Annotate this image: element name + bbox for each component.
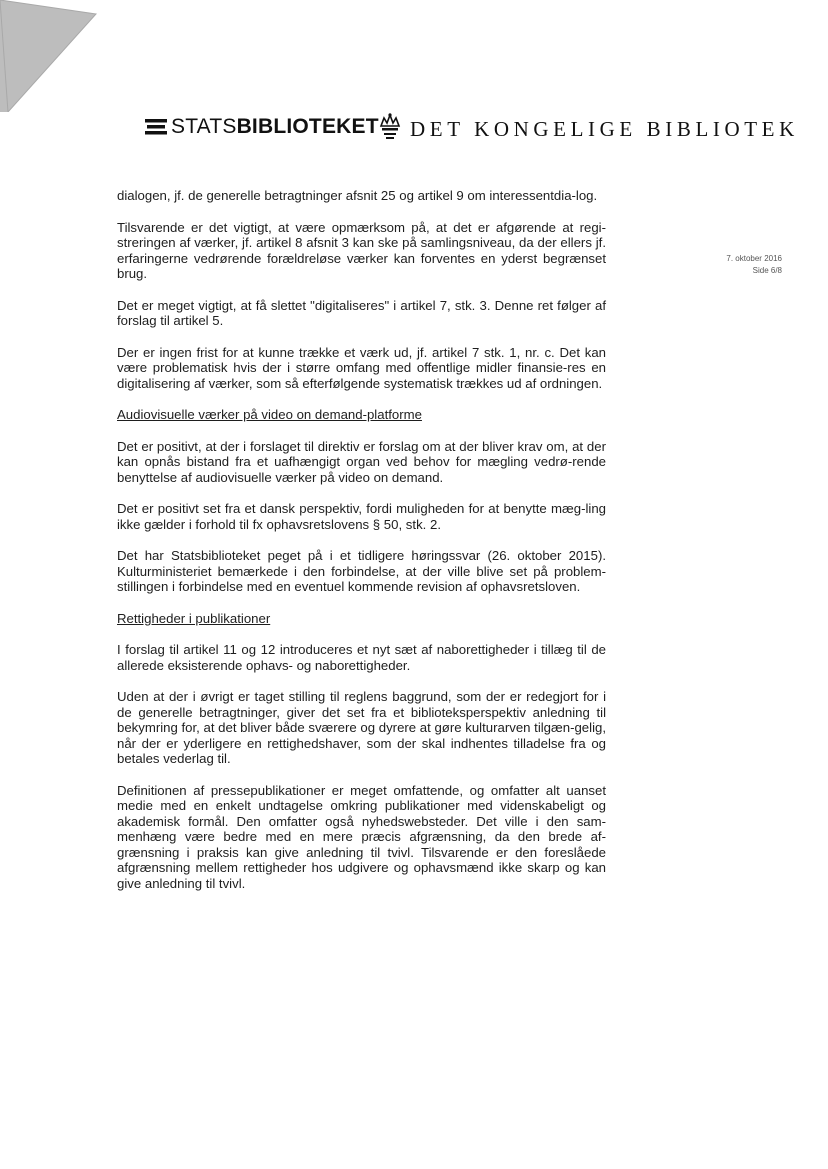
logo-text-stats: STATS [171,115,237,138]
paragraph: I forslag til artikel 11 og 12 introduceres et nyt sæt af naborettigheder i tillæg til de allerede eksisterende ophavs- og naborettigheder. [117,642,606,673]
letter-body [117,188,606,907]
folded-corner-mark [0,0,100,112]
page-number: Side 6/8 [752,266,782,275]
paragraph: Der er ingen frist for at kunne trække et værk ud, jf. artikel 7 stk. 1, nr. c. Det kan være problematisk hvis der i større omfang med offentlige midler finansie-res en digitalisering af værker, som så efterfølgende systematisk trækkes ud af ordningen. [117,344,606,391]
section-heading: Rettigheder i publikationer [117,610,271,626]
statsbiblioteket-logo [145,115,379,139]
statsbiblioteket-bars-icon [145,118,167,136]
side-info [700,253,782,277]
paragraph: Det er positivt set fra et dansk perspektiv, fordi muligheden for at benytte mæg-ling ikke gælder i forhold til fx ophavsretslovens § 50, stk. 2. [117,501,606,532]
paragraph: Tilsvarende er det vigtigt, at være opmærksom på, at det er afgørende at regi-streringen af værker, jf. artikel 8 afsnit 3 kan ske på samlingsniveau, da der ellers jf. erfaringerne vedrørende forældreløse værker kan forventes en yderst begrænset brug. [117,219,606,281]
paragraph: Uden at der i øvrigt er taget stilling til reglens baggrund, som der er redegjort for i de generelle betragtninger, giver det set fra et biblioteksperspektiv anledning til bekymring for, at det bliver både sværere og dyrere at gøre kulturarven tilgæn-gelig, når der er yderligere en rettighedshaver, som der skal indhentes tilladelse fra og betales vederlag til. [117,689,606,766]
det-kongelige-bibliotek-logo: DET KONGELIGE BIBLIOTEK [410,117,799,141]
crown-icon [378,112,402,142]
paragraph: Det er meget vigtigt, at få slettet "digitaliseres" i artikel 7, stk. 3. Denne ret følger af forslag til artikel 5. [117,297,606,328]
paragraph: dialogen, jf. de generelle betragtninger afsnit 25 og artikel 9 om interessentdia-log. [117,188,598,203]
paragraph: Det har Statsbiblioteket peget på i et tidligere høringssvar (26. oktober 2015). Kulturministeriet bemærkede i den forbindelse, at der ville blive set på problem-stillingen i forbindelse med en eventuel kommende revision af ophavsretsloven. [117,548,606,594]
letter-date: 7. oktober 2016 [726,254,782,263]
paragraph: Definitionen af pressepublikationer er meget omfattende, og omfatter alt uanset medie med en enkelt undtagelse omkring publikationer med videnskabeligt og akademisk formål. Den omfatter også nyhedswebsteder. Det ville i den sam-menhæng være bedre med en mere præcis afgrænsning, da den brede af-grænsning i praksis kan give anledning til tvivl. Tilsvarende er den foreslåede afgrænsning mellem rettigheder hos udgivere og ophavsmænd ikke skarp og kan give anledning til tvivl. [117,782,606,891]
section-heading: Audiovisuelle værker på video on demand-platforme [117,407,422,422]
logo-text-biblioteket: BIBLIOTEKET [236,115,379,138]
letterhead [145,112,799,146]
paragraph: Det er positivt, at der i forslaget til direktiv er forslag om at der bliver krav om, at der kan opnås bistand fra et uafhængigt organ ved behov for mægling vedrø-rende benyttelse af audiovisuelle værker på video on demand. [117,438,606,485]
